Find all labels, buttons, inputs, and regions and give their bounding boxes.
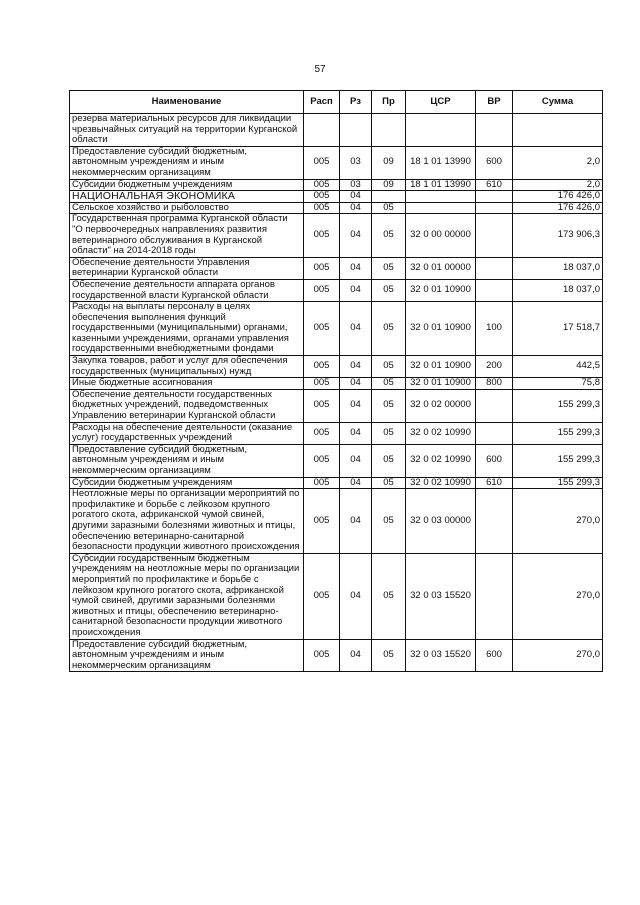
table-row [70, 191, 603, 203]
cell-name: Субсидии бюджетным учреждениям [70, 179, 304, 191]
header-name: Наименование [70, 91, 304, 114]
cell-rz: 04 [340, 489, 372, 554]
cell-name: Неотложные меры по организации мероприятий по профилактике и борьбе с лейкозом крупного рогатого скота, африканской чумой свиней, другими заразными болезнями животных и птицы, обеспечению ветеринарно-санитарной безопасности продукции животного происхождения [70, 489, 304, 554]
cell-csr [406, 114, 476, 147]
header-vr: ВР [476, 91, 513, 114]
table-row [70, 378, 603, 390]
header-csr: ЦСР [406, 91, 476, 114]
cell-sum: 155 299,3 [513, 444, 603, 477]
cell-name: Предоставление субсидий бюджетным, автономным учреждениям и иным некоммерческим организациям [70, 146, 304, 179]
table-row [70, 214, 603, 257]
cell-rz: 03 [340, 146, 372, 179]
cell-csr: 32 0 03 00000 [406, 489, 476, 554]
cell-pr: 05 [372, 489, 406, 554]
cell-vr [476, 279, 513, 301]
table-row [70, 202, 603, 214]
cell-sum: 442,5 [513, 356, 603, 378]
table-row [70, 279, 603, 301]
header-sum: Сумма [513, 91, 603, 114]
cell-rasp: 005 [304, 202, 340, 214]
cell-pr: 05 [372, 214, 406, 257]
cell-name: Предоставление субсидий бюджетным, автономным учреждениям и иным некоммерческим организациям [70, 444, 304, 477]
cell-rz: 04 [340, 378, 372, 390]
cell-pr: 05 [372, 389, 406, 422]
header-rz: Рз [340, 91, 372, 114]
cell-pr [372, 114, 406, 147]
cell-rasp: 005 [304, 257, 340, 279]
table-row [70, 179, 603, 191]
cell-vr [476, 214, 513, 257]
cell-rasp [304, 114, 340, 147]
page-number: 57 [314, 64, 326, 75]
cell-vr [476, 489, 513, 554]
cell-csr: 32 0 01 10900 [406, 279, 476, 301]
cell-rz: 04 [340, 639, 372, 672]
cell-name: Субсидии государственным бюджетным учреждениям на неотложные меры по организации мероприятий по профилактике и борьбе с лейкозом крупного рогатого скота, африканской чумой свиней, другими заразными болезнями животных и птицы, обеспечению ветеринарно-санитарной безопасности продукции животного происхождения [70, 553, 304, 639]
cell-sum: 18 037,0 [513, 257, 603, 279]
cell-csr: 32 0 01 00000 [406, 257, 476, 279]
cell-rz: 04 [340, 553, 372, 639]
cell-sum: 155 299,3 [513, 422, 603, 444]
cell-pr: 05 [372, 444, 406, 477]
cell-vr [476, 257, 513, 279]
budget-table [69, 90, 603, 672]
cell-vr: 800 [476, 378, 513, 390]
cell-rz: 04 [340, 202, 372, 214]
cell-rz: 04 [340, 279, 372, 301]
cell-sum: 2,0 [513, 179, 603, 191]
table-row [70, 257, 603, 279]
cell-rz: 04 [340, 422, 372, 444]
cell-rasp: 005 [304, 389, 340, 422]
cell-pr: 05 [372, 639, 406, 672]
cell-vr: 100 [476, 302, 513, 356]
cell-sum: 155 299,3 [513, 477, 603, 489]
cell-csr: 32 0 02 10990 [406, 477, 476, 489]
table-row [70, 302, 603, 356]
table-row [70, 356, 603, 378]
table-row [70, 444, 603, 477]
cell-rasp: 005 [304, 356, 340, 378]
cell-rasp: 005 [304, 214, 340, 257]
cell-name: Обеспечение деятельности аппарата органов государственной власти Курганской области [70, 279, 304, 301]
cell-csr: 32 0 03 15520 [406, 639, 476, 672]
table-row [70, 389, 603, 422]
cell-csr: 32 0 02 00000 [406, 389, 476, 422]
cell-csr: 32 0 01 10900 [406, 378, 476, 390]
cell-pr: 05 [372, 279, 406, 301]
cell-rasp: 005 [304, 179, 340, 191]
table-row [70, 489, 603, 554]
cell-csr: 32 0 01 10900 [406, 356, 476, 378]
cell-name: Расходы на выплаты персоналу в целях обеспечения выполнения функций государственными (муниципальными) органами, казенными учреждениями, органами управления государственными внебюджетными фондами [70, 302, 304, 356]
cell-csr: 32 0 03 15520 [406, 553, 476, 639]
cell-rasp: 005 [304, 477, 340, 489]
table-row [70, 146, 603, 179]
cell-csr: 32 0 02 10990 [406, 422, 476, 444]
cell-name: Обеспечение деятельности Управления ветеринарии Курганской области [70, 257, 304, 279]
cell-vr: 610 [476, 179, 513, 191]
table-row [70, 422, 603, 444]
cell-rz: 04 [340, 257, 372, 279]
header-rasp: Расп [304, 91, 340, 114]
table-header-row [70, 91, 603, 114]
cell-pr: 09 [372, 146, 406, 179]
cell-csr [406, 191, 476, 203]
cell-csr: 18 1 01 13990 [406, 179, 476, 191]
cell-vr [476, 202, 513, 214]
table-row [70, 114, 603, 147]
cell-rasp: 005 [304, 489, 340, 554]
cell-name: резерва материальных ресурсов для ликвидации чрезвычайных ситуаций на территории Курганской области [70, 114, 304, 147]
table-row [70, 553, 603, 639]
cell-rz: 04 [340, 191, 372, 203]
cell-vr [476, 422, 513, 444]
cell-sum: 75,8 [513, 378, 603, 390]
cell-csr: 32 0 00 00000 [406, 214, 476, 257]
cell-pr: 05 [372, 378, 406, 390]
cell-rasp: 005 [304, 279, 340, 301]
header-pr: Пр [372, 91, 406, 114]
cell-pr [372, 191, 406, 203]
cell-vr: 600 [476, 639, 513, 672]
cell-pr: 09 [372, 179, 406, 191]
cell-rasp: 005 [304, 444, 340, 477]
cell-rz: 04 [340, 477, 372, 489]
cell-sum [513, 114, 603, 147]
cell-rasp: 005 [304, 146, 340, 179]
cell-pr: 05 [372, 553, 406, 639]
cell-sum: 17 518,7 [513, 302, 603, 356]
cell-pr: 05 [372, 257, 406, 279]
cell-pr: 05 [372, 477, 406, 489]
cell-vr: 610 [476, 477, 513, 489]
cell-name: Субсидии бюджетным учреждениям [70, 477, 304, 489]
cell-vr [476, 553, 513, 639]
cell-name: Закупка товаров, работ и услуг для обеспечения государственных (муниципальных) нужд [70, 356, 304, 378]
cell-sum: 18 037,0 [513, 279, 603, 301]
cell-rz: 04 [340, 214, 372, 257]
cell-rasp: 005 [304, 639, 340, 672]
cell-name: Сельское хозяйство и рыболовство [70, 202, 304, 214]
cell-rasp: 005 [304, 191, 340, 203]
cell-rz [340, 114, 372, 147]
cell-name: Предоставление субсидий бюджетным, автономным учреждениям и иным некоммерческим организациям [70, 639, 304, 672]
cell-rasp: 005 [304, 553, 340, 639]
cell-name: Государственная программа Курганской области "О первоочередных направлениях развития ветеринарного обслуживания в Курганской области" на 2014-2018 годы [70, 214, 304, 257]
cell-vr: 600 [476, 444, 513, 477]
table-row [70, 639, 603, 672]
cell-vr [476, 191, 513, 203]
cell-pr: 05 [372, 356, 406, 378]
cell-sum: 173 906,3 [513, 214, 603, 257]
cell-csr: 32 0 02 10990 [406, 444, 476, 477]
cell-sum: 270,0 [513, 639, 603, 672]
cell-csr: 18 1 01 13990 [406, 146, 476, 179]
cell-rasp: 005 [304, 422, 340, 444]
table-row [70, 477, 603, 489]
cell-rz: 04 [340, 444, 372, 477]
cell-rasp: 005 [304, 378, 340, 390]
cell-vr [476, 389, 513, 422]
cell-name: Обеспечение деятельности государственных бюджетных учреждений, подведомственных Управлению ветеринарии Курганской области [70, 389, 304, 422]
cell-rz: 03 [340, 179, 372, 191]
cell-rasp: 005 [304, 302, 340, 356]
cell-name: НАЦИОНАЛЬНАЯ ЭКОНОМИКА [70, 191, 304, 203]
cell-pr: 05 [372, 422, 406, 444]
cell-sum: 176 426,0 [513, 191, 603, 203]
cell-vr [476, 114, 513, 147]
cell-sum: 2,0 [513, 146, 603, 179]
cell-name: Расходы на обеспечение деятельности (оказание услуг) государственных учреждений [70, 422, 304, 444]
cell-vr: 600 [476, 146, 513, 179]
cell-rz: 04 [340, 356, 372, 378]
cell-sum: 270,0 [513, 553, 603, 639]
table-body [70, 114, 603, 672]
cell-pr: 05 [372, 302, 406, 356]
cell-sum: 176 426,0 [513, 202, 603, 214]
cell-sum: 155 299,3 [513, 389, 603, 422]
cell-csr [406, 202, 476, 214]
cell-rz: 04 [340, 389, 372, 422]
cell-vr: 200 [476, 356, 513, 378]
cell-rz: 04 [340, 302, 372, 356]
cell-sum: 270,0 [513, 489, 603, 554]
cell-name: Иные бюджетные ассигнования [70, 378, 304, 390]
cell-csr: 32 0 01 10900 [406, 302, 476, 356]
cell-pr: 05 [372, 202, 406, 214]
